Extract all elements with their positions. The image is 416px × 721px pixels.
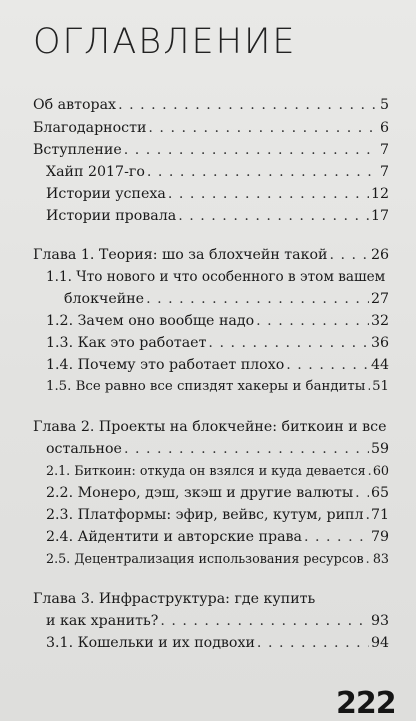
toc-entry	[33, 96, 389, 114]
dot-leader	[355, 484, 369, 502]
toc-entry-title: 1.2. Зачем оно вообще надо	[46, 313, 255, 329]
toc-entry-page: 51	[372, 379, 389, 394]
toc-entry	[46, 378, 389, 396]
dot-leader	[118, 96, 378, 114]
toc-entry	[46, 484, 389, 502]
toc-entry-title: 1.3. Как это работает	[46, 335, 207, 351]
toc-entry-title: 1.1. Что нового и что особенного в этом вашем	[46, 269, 386, 285]
dot-leader	[366, 506, 369, 524]
toc-entry	[46, 634, 389, 652]
toc-entry	[46, 440, 389, 458]
toc-entry	[33, 246, 389, 264]
dot-leader	[286, 356, 369, 374]
toc-entry-page: 17	[370, 208, 389, 224]
toc-entry	[33, 590, 389, 608]
toc-entry-title: 1.5. Все равно все спиздят хакеры и бандиты	[46, 379, 366, 394]
toc-entry-title: и как хранить?	[46, 613, 159, 629]
toc-entry-title: 2.5. Децентрализация использования ресурсов	[46, 551, 364, 566]
toc-entry-page: 36	[370, 335, 389, 351]
toc-entry	[46, 462, 389, 480]
toc-entry	[33, 119, 389, 137]
toc-entry	[46, 528, 389, 546]
dot-leader	[160, 612, 369, 630]
toc-entry	[46, 185, 389, 203]
dot-leader	[148, 119, 378, 137]
toc-entry-page: 6	[379, 120, 389, 136]
toc-entry	[46, 207, 389, 225]
toc-entry-title: блокчейне	[64, 291, 145, 307]
toc-entry-title: 2.2. Монеро, дэш, зкэш и другие валюты	[46, 485, 354, 501]
toc-entry-title: 2.4. Айдентити и авторские права	[46, 529, 302, 545]
dot-leader	[304, 528, 369, 546]
dot-leader	[124, 141, 378, 159]
toc-entry-title: 1.4. Почему это работает плохо	[46, 357, 285, 373]
toc-entry-title: 3.1. Кошельки и их подвохи	[46, 635, 255, 651]
toc-entry-page: 12	[370, 186, 389, 202]
dot-leader	[146, 290, 369, 308]
toc-entry-page: 44	[370, 357, 389, 373]
toc-entry-title: 2.1. Биткоин: откуда он взялся и куда девается	[46, 463, 366, 478]
toc-entry	[33, 141, 389, 159]
dot-leader	[257, 634, 369, 652]
toc-entry-page: 94	[370, 635, 389, 651]
toc-entry-title: 2.3. Платформы: эфир, вейвс, кутум, рипл	[46, 507, 364, 523]
toc-entry-page: 59	[370, 441, 389, 457]
toc-entry-page: 65	[370, 485, 389, 501]
toc-entry-title: Истории провала	[46, 208, 177, 224]
toc-entry-page: 27	[370, 291, 389, 307]
toc-entry-title: Благодарности	[33, 120, 147, 136]
toc-entry-page: 26	[370, 247, 389, 263]
toc-entry-page: 71	[370, 507, 389, 523]
dot-leader	[124, 440, 369, 458]
toc-entry-title: Хайп 2017-го	[46, 164, 145, 180]
toc-entry-page: 93	[370, 613, 389, 629]
toc-entry-title: Глава 3. Инфраструктура: где купить	[33, 591, 316, 607]
toc-entry-title: Глава 2. Проекты на блокчейне: биткоин и все	[33, 419, 387, 435]
toc-entry-title: Глава 1. Теория: шо за блохчейн такой	[33, 247, 328, 263]
page-number: 222	[336, 686, 396, 721]
toc-entry	[46, 356, 389, 374]
dot-leader	[256, 312, 369, 330]
toc-entry	[46, 163, 389, 181]
toc-entry-page: 32	[370, 313, 389, 329]
page-title: ОГЛАВЛЕНИЕ	[33, 22, 297, 62]
toc-entry-page: 60	[372, 463, 389, 478]
toc-entry-title: Вступление	[33, 142, 122, 158]
toc-entry-title: остальное	[46, 441, 122, 457]
toc-entry-page: 7	[379, 142, 389, 158]
dot-leader	[329, 246, 368, 264]
toc-entry	[46, 268, 389, 286]
toc-entry-title: Об авторах	[33, 97, 117, 113]
toc-entry	[46, 506, 389, 524]
toc-entry	[46, 312, 389, 330]
dot-leader	[208, 334, 369, 352]
dot-leader	[168, 185, 369, 203]
toc-entry	[46, 612, 389, 630]
toc-entry	[46, 334, 389, 352]
toc-entry-page: 5	[379, 97, 389, 113]
toc-entry-page: 83	[372, 551, 389, 566]
dot-leader	[367, 378, 370, 396]
toc-entry-page: 7	[379, 164, 389, 180]
toc-entry	[64, 290, 389, 308]
toc-entry	[33, 418, 389, 436]
toc-entry	[46, 550, 389, 568]
dot-leader	[147, 163, 378, 181]
dot-leader	[368, 462, 371, 480]
toc-entry-page: 79	[370, 529, 389, 545]
dot-leader	[178, 207, 369, 225]
dot-leader	[366, 550, 371, 568]
toc-entry-title: Истории успеха	[46, 186, 166, 202]
